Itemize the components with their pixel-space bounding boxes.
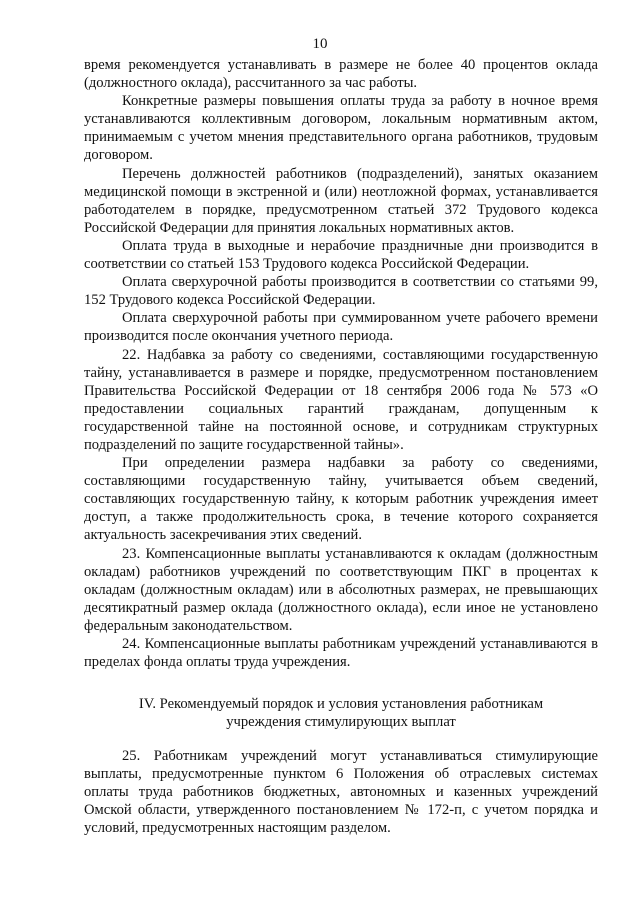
- section-heading: [84, 695, 598, 731]
- paragraph-23-compensation: 23. Компенсационные выплаты устанавливаются к окладам (должностным окладам) работников учреждений по соответствующим ПКГ в процентах к окладам (должностным окладам) или в абсолютных размерах, не превышающих десятикратный размер оклада (должностного оклада), если иное не установлено федеральным законодательством.: [84, 545, 598, 634]
- section-heading-line-2: учреждения стимулирующих выплат: [226, 714, 456, 731]
- paragraph-24-compensation-fund: 24. Компенсационные выплаты работникам учреждений устанавливаются в пределах фонда оплаты труда учреждения.: [84, 636, 598, 671]
- paragraph-state-secret-bonus: При определении размера надбавки за работу со сведениями, составляющими государственную тайну, учитывается объем сведений, составляющих государственную тайну, к которым работник учреждения имеет доступ, а также продолжительность срока, в течение которого сохраняется актуальность засекречивания этих сведений.: [84, 455, 598, 544]
- paragraph-22-state-secret: 22. Надбавка за работу со сведениями, составляющими государственную тайну, устанавливается в размере и порядке, предусмотренном постановлением Правительства Российской Федерации от 18 сентября 2006 года № 573 «О предоставлении социальных гарантий гражданам, допущенным к государственной тайне на постоянной основе, и сотрудникам структурных подразделений по защите государственной тайны».: [84, 346, 598, 453]
- document-body: [84, 56, 598, 671]
- paragraph-medical-positions: Перечень должностей работников (подразделений), занятых оказанием медицинской помощи в экстренной и (или) неотложной формах, устанавливается работодателем в порядке, предусмотренном статьей 372 Трудового кодекса Российской Федерации для принятия локальных нормативных актов.: [84, 165, 598, 236]
- paragraph-25-incentive: 25. Работникам учреждений могут устанавливаться стимулирующие выплаты, предусмотренные пунктом 6 Положения об отраслевых системах оплаты труда работников бюджетных, автономных и казенных учреждений Омской области, утвержденного постановлением № 172-п, с учетом порядка и условий, предусмотренных настоящим разделом.: [84, 748, 598, 837]
- paragraph-holiday-pay: Оплата труда в выходные и нерабочие праздничные дни производится в соответствии со статьей 153 Трудового кодекса Российской Федерации.: [84, 237, 598, 273]
- page-number: 10: [312, 36, 328, 52]
- paragraph-overtime-pay: Оплата сверхурочной работы производится в соответствии со статьями 99, 152 Трудового кодекса Российской Федерации.: [84, 274, 598, 309]
- section-heading-line-1: IV. Рекомендуемый порядок и условия установления работникам: [138, 696, 544, 712]
- paragraph-overtime-summarized: Оплата сверхурочной работы при суммированном учете рабочего времени производится после окончания учетного периода.: [84, 310, 598, 345]
- paragraph-night-work-sizes: Конкретные размеры повышения оплаты труда за работу в ночное время устанавливаются коллективным договором, локальным нормативным актом, принимаемым с учетом мнения представительного органа работников, трудовым договором.: [84, 93, 598, 164]
- section-body: [84, 747, 598, 837]
- paragraph-continuation: время рекомендуется устанавливать в размере не более 40 процентов оклада (должностного оклада), рассчитанного за час работы.: [84, 57, 598, 92]
